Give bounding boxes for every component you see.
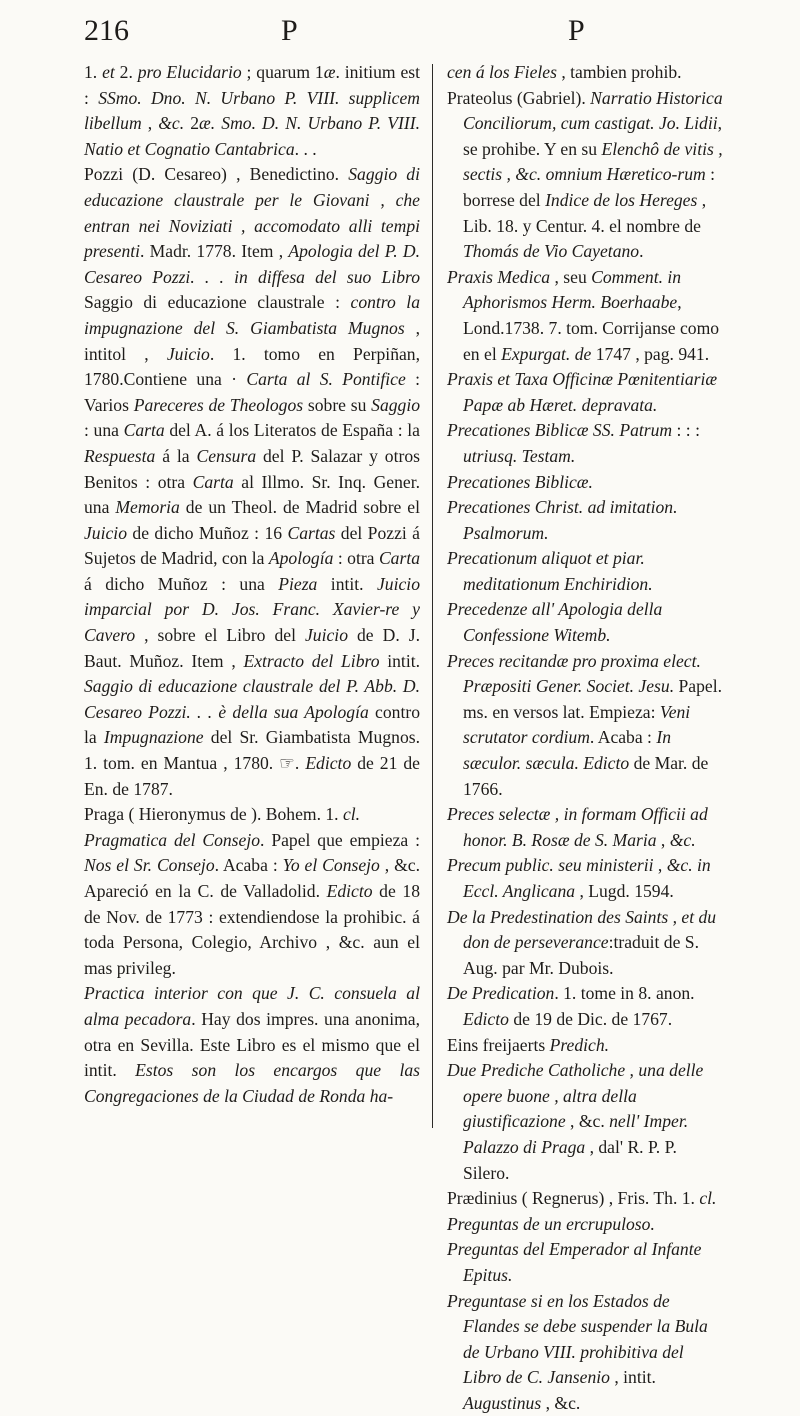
left-column bbox=[84, 60, 420, 1109]
entry-pragmatica: Pragmatica del Consejo. Papel que empieza : Nos el Sr. Consejo. Acaba : Yo el Consejo , &c. Apareció en la C. de Valladolid. Edicto de 18 de Nov. de 1773 : extendiendose la prohibic. á toda Persona, Colegio, Archivo , &c. aun el mas privileg. bbox=[84, 828, 420, 982]
entry-preguntase: Preguntase si en los Estados de Flandes se debe suspender la Bula de Urbano VIII. prohibitiva del Libro de C. Jansenio , intit. Augustinus , &c. bbox=[447, 1289, 725, 1416]
entry-praedinius: Prædinius ( Regnerus) , Fris. Th. 1. cl. bbox=[447, 1186, 725, 1212]
column-divider bbox=[432, 64, 433, 1128]
page-number: 216 bbox=[84, 14, 129, 48]
entry-precationes-christ: Precationes Christ. ad imitation. Psalmorum. bbox=[447, 495, 725, 546]
entry-continuation: 1. et 2. pro Elucidario ; quarum 1æ. initium est : SSmo. Dno. N. Urbano P. VIII. supplicem libellum , &c. 2æ. Smo. D. N. Urbano P. VIII. Natio et Cognatio Cantabrica. . . bbox=[84, 60, 420, 162]
entry-praxis-medica: Praxis Medica , seu Comment. in Aphorismos Herm. Boerhaabe, Lond.1738. 7. tom. Corrijanse como en el Expurgat. de 1747 , pag. 941. bbox=[447, 265, 725, 367]
entry-precum: Precum public. seu ministerii , &c. in Eccl. Anglicana , Lugd. 1594. bbox=[447, 853, 725, 904]
entry-predestination: De la Predestination des Saints , et du don de perseverance:traduit de S. Aug. par Mr. Dubois. bbox=[447, 905, 725, 982]
entry-preces-recitandae: Preces recitandæ pro proxima elect. Præpositi Gener. Societ. Jesu. Papel. ms. en versos lat. Empieza: Veni scrutator cordium. Acaba : In sæculor. sæcula. Edicto de Mar. de 1766. bbox=[447, 649, 725, 803]
entry-precationes-biblicae: Precationes Biblicæ. bbox=[447, 470, 725, 496]
header-letter-left: P bbox=[281, 14, 298, 48]
entry-praxis-taxa: Praxis et Taxa Officinæ Pœnitentiariæ Papæ ab Hæret. depravata. bbox=[447, 367, 725, 418]
entry-preces-selectae: Preces selectæ , in formam Officii ad honor. B. Rosæ de S. Maria , &c. bbox=[447, 802, 725, 853]
entry-praga: Praga ( Hieronymus de ). Bohem. 1. cl. bbox=[84, 802, 420, 828]
entry-predich: Eins freijaerts Predich. bbox=[447, 1033, 725, 1059]
header-letter-right: P bbox=[568, 14, 585, 48]
entry-predication: De Predication. 1. tome in 8. anon. Edicto de 19 de Dic. de 1767. bbox=[447, 981, 725, 1032]
entry-practica: Practica interior con que J. C. consuela al alma pecadora. Hay dos impres. una anonima, otra en Sevilla. Este Libro es el mismo que el intit. Estos son los encargos que las Congregaciones de la Ciudad de Ronda ha- bbox=[84, 981, 420, 1109]
right-column bbox=[447, 60, 725, 1416]
running-header bbox=[0, 14, 800, 56]
entry-pozzi: Pozzi (D. Cesareo) , Benedictino. Saggio di educazione claustrale per le Giovani , che entran nei Noviziati , accomodato alli tempi presenti. Madr. 1778. Item , Apologia del P. D. Cesareo Pozzi. . . in diffesa del suo Libro Saggio di educazione claustrale : contro la impugnazione del S. Giambatista Mugnos , intitol , Juicio. 1. tomo en Perpiñan, 1780.Contiene una · Carta al S. Pontifice : Varios Pareceres de Theologos sobre su Saggio : una Carta del A. á los Literatos de España : la Respuesta á la Censura del P. Salazar y otros Benitos : otra Carta al Illmo. Sr. Inq. Gener. una Memoria de un Theol. de Madrid sobre el Juicio de dicho Muñoz : 16 Cartas del Pozzi á Sujetos de Madrid, con la Apología : otra Carta á dicho Muñoz : una Pieza intit. Juicio imparcial por D. Jos. Franc. Xavier-re y Cavero , sobre el Libro del Juicio de D. J. Baut. Muñoz. Item , Extracto del Libro intit. Saggio di educazione claustrale del P. Abb. D. Cesareo Pozzi. . . è della sua Apología contro la Impugnazione del Sr. Giambatista Mugnos. 1. tom. en Mantua , 1780. ☞. Edicto de 21 de En. de 1787. bbox=[84, 162, 420, 802]
entry-precationes-ss: Precationes Biblicæ SS. Patrum : : : utriusq. Testam. bbox=[447, 418, 725, 469]
entry-preguntas-emperador: Preguntas del Emperador al Infante Epitus. bbox=[447, 1237, 725, 1288]
entry-due-prediche: Due Prediche Catholiche , una delle opere buone , altra della giustificazione , &c. nell' Imper. Palazzo di Praga , dal' R. P. P. Silero. bbox=[447, 1058, 725, 1186]
entry-preguntas-ercrupuloso: Preguntas de un ercrupuloso. bbox=[447, 1212, 725, 1238]
entry-precationum: Precationum aliquot et piar. meditationum Enchiridion. bbox=[447, 546, 725, 597]
entry-precedenze: Precedenze all' Apologia della Confessione Witemb. bbox=[447, 597, 725, 648]
entry-continuation-right: cen á los Fieles , tambien prohib. bbox=[447, 60, 725, 86]
entry-prateolus: Prateolus (Gabriel). Narratio Historica Conciliorum, cum castigat. Jo. Lidii, se prohibe. Y en su Elenchô de vitis , sectis , &c. omnium Hæretico-rum : borrese del Indice de los Hereges , Lib. 18. y Centur. 4. el nombre de Thomás de Vio Cayetano. bbox=[447, 86, 725, 265]
